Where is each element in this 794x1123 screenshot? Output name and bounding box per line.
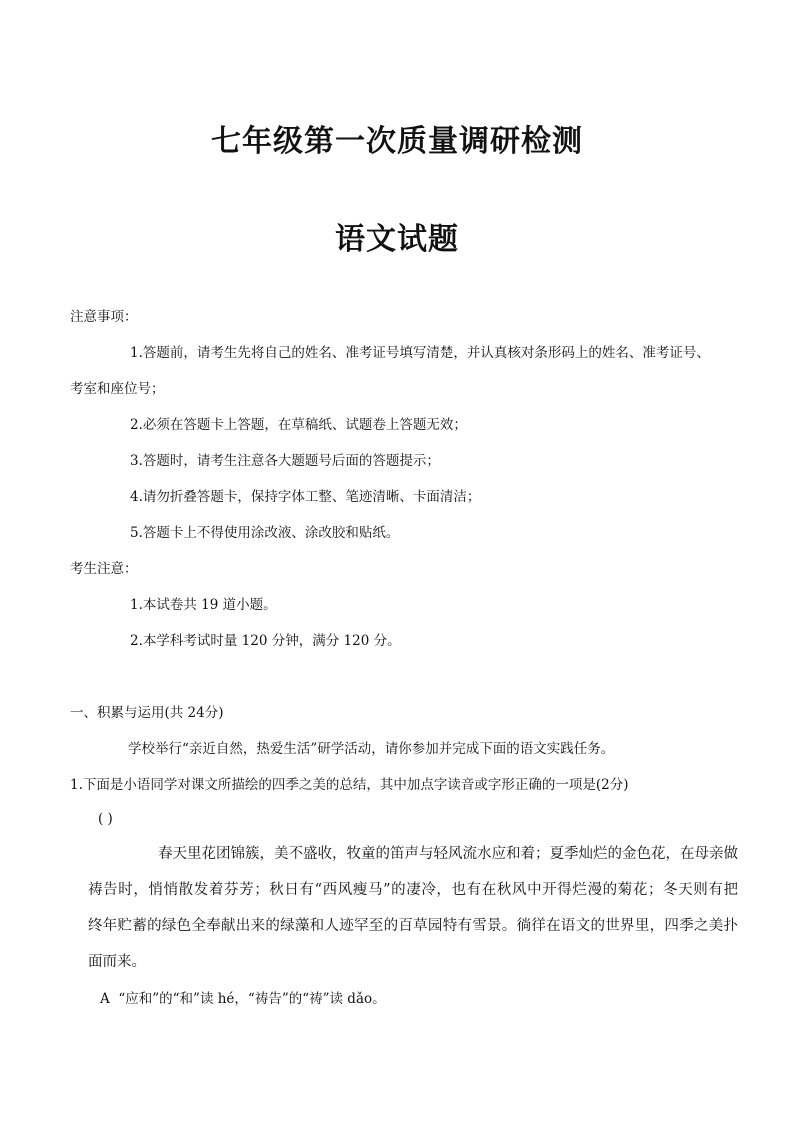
passage-line-2: 祷告时，悄悄散发着芬芳；秋日有“西风瘦马”的凄冷，也有在秋风中开得烂漫的菊花；冬天则有把 xyxy=(88,882,738,898)
passage-line-4: 面而来。 xyxy=(88,954,146,970)
notice-item-5: 5.答题卡上不得使用涂改液、涂改胶和贴纸。 xyxy=(130,525,400,541)
page-subtitle: 语文试题 xyxy=(335,222,459,257)
candidate-heading: 考生注意： xyxy=(70,561,138,577)
passage-line-1: 春天里花团锦簇，美不盛收，牧童的笛声与轻风流水应和着；夏季灿烂的金色花，在母亲做 xyxy=(158,846,738,862)
question-1-stem: 1.下面是小语同学对课文所描绘的四季之美的总结，其中加点字读音或字形正确的一项是(2分) xyxy=(70,777,629,793)
section-heading: 一、积累与运用(共 24分) xyxy=(70,705,224,721)
page-title: 七年级第一次质量调研检测 xyxy=(211,124,583,159)
candidate-item-2: 2.本学科考试时量 120 分钟，满分 120 分。 xyxy=(130,633,401,649)
notice-item-3: 3.答题时，请考生注意各大题题号后面的答题提示； xyxy=(130,453,440,469)
passage-line-3: 终年贮蓄的绿色全奉献出来的绿藻和人迹罕至的百草园特有雪景。徜徉在语文的世界里，四季之美扑 xyxy=(88,918,738,934)
notice-item-1: 1.答题前，请考生先将自己的姓名、准考证号填写清楚，并认真核对条形码上的姓名、准考证号、 xyxy=(130,345,710,361)
notice-item-2: 2.必须在答题卡上答题，在草稿纸、试题卷上答题无效； xyxy=(130,417,467,433)
candidate-item-1: 1.本试卷共 19 道小题。 xyxy=(130,597,277,613)
notice-item-1-cont: 考室和座位号； xyxy=(70,381,165,397)
section-intro: 学校举行“亲近自然，热爱生活”研学活动，请你参加并完成下面的语文实践任务。 xyxy=(128,741,615,757)
notice-item-4: 4.请勿折叠答题卡，保持字体工整、笔迹清晰、卡面清洁； xyxy=(130,489,481,505)
option-a: A “应和”的“和”读 hé，“祷告”的“祷”读 dǎo。 xyxy=(100,991,386,1007)
notice-heading: 注意事项： xyxy=(70,309,138,325)
question-1-answer-bracket: ( ) xyxy=(98,811,113,827)
